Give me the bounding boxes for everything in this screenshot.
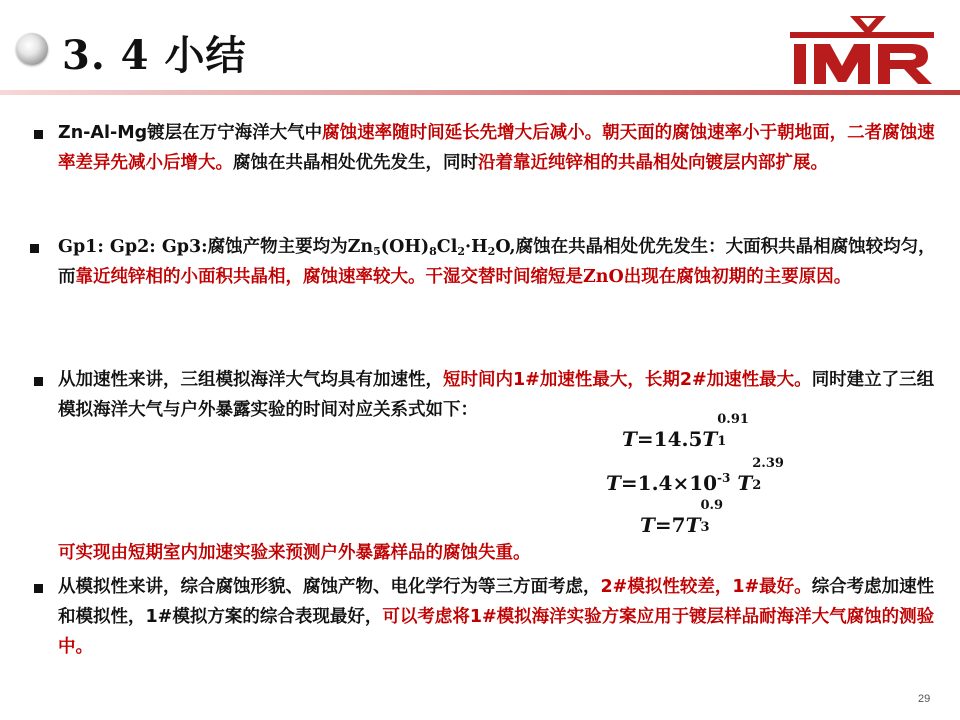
p5-text-a: 从模拟性来讲，综合腐蚀形貌、腐蚀产物、电化学行为等三方面考虑， [58,577,601,597]
slide-title: 3. 4 小结 [62,32,247,79]
title-bullet-icon [16,33,48,65]
slide-header [0,0,960,100]
p1-text-c: 腐蚀在共晶相处优先发生，同时 [233,153,478,173]
p2-text-e: 干湿交替时间缩短是 [425,267,583,287]
p2-text-f: ZnO [583,267,624,287]
p3-text-b: 短时间内1#加速性最大，长期2#加速性最大。 [443,370,812,390]
p2-text-g: 出现在腐蚀初期的主要原因。 [623,267,852,287]
p2-text-a: Gp1: Gp2: Gp3: [58,237,208,257]
bullet-square-icon [34,130,43,139]
p1-text-a: Zn-Al-Mg镀层在万宁海洋大气中 [58,123,323,143]
p5-text-c: 综合考虑加速性和模拟性，1#模拟方案的综合表现最好， [58,577,935,627]
header-divider [0,90,960,95]
summary-point-2 [58,232,938,292]
p1-text-b: 腐蚀速率随时间延长先增大后减小。朝天面的腐蚀速率小于朝地面，二者腐蚀速率差异先减小后增大。 [58,123,935,173]
p5-text-b: 2#模拟性较差，1#最好。 [600,577,812,597]
bullet-square-icon [34,584,43,593]
p3-text-a: 从加速性来讲，三组模拟海洋大气均具有加速性， [58,370,443,390]
summary-point-3 [58,365,938,425]
p3-text-c: 同时建立了三组模拟海洋大气与户外暴露实验的时间对应关系式如下： [58,370,935,420]
formula-1: T=14.5T 0.91 1 [622,412,749,451]
imr-logo [786,14,938,88]
formula-2: $T=1.4\times 10^{-3}$ T 2.39 2 [606,456,784,495]
summary-point-1 [58,118,938,178]
bullet-square-icon [30,244,39,253]
p2-text-c: 腐蚀在共晶相处优先发生：大面积共晶相腐蚀较均匀，而 [58,237,936,287]
summary-conclusion: 可实现由短期室内加速实验来预测户外暴露样品的腐蚀失重。 [58,543,531,563]
formula-3: T=7T 0.9 3 [640,498,724,537]
p2-text-d: 靠近纯锌相的小面积共晶相，腐蚀速率较大。 [75,267,426,287]
chemical-formula: $Zn_5(OH)_8Cl_2\cdot H_2O$, [347,237,516,258]
p5-text-d: 可以考虑将1#模拟海洋实验方案应用于镀层样品耐海洋大气腐蚀的测验中。 [58,607,935,657]
page-number: 29 [918,693,931,705]
bullet-square-icon [34,377,43,386]
p2-text-b: 腐蚀产物主要均为 [207,237,348,257]
p1-text-d: 沿着靠近纯锌相的共晶相处向镀层内部扩展。 [478,153,828,173]
summary-point-4 [58,572,938,662]
